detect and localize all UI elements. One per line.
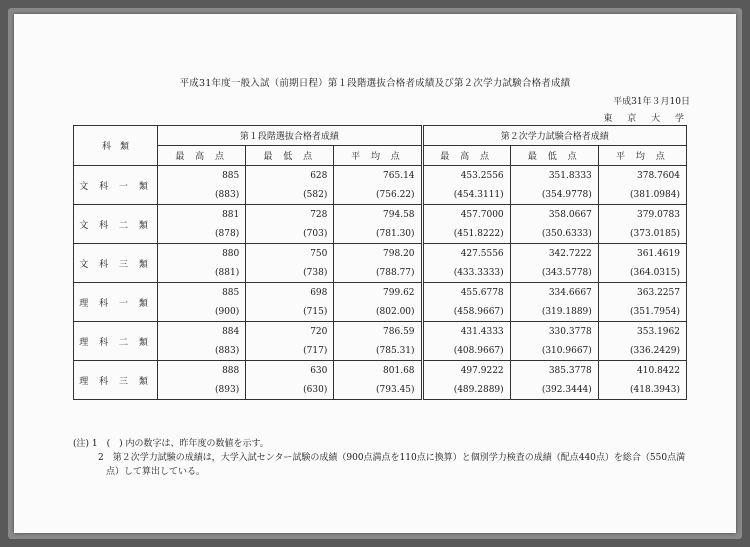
score-cell: 628: [246, 166, 334, 186]
previous-score-cell: (343.5778): [510, 263, 598, 283]
score-cell: 799.62: [334, 283, 422, 303]
previous-score-cell: (703): [246, 224, 334, 244]
category-cell: 理 科 三 類: [74, 361, 158, 400]
document-date: 平成31年３月10日: [613, 97, 690, 107]
sub-header-avg: 平 均 点: [598, 146, 686, 166]
sub-header-min: 最 低 点: [510, 146, 598, 166]
table-row: [74, 166, 687, 186]
results-table-body: [74, 166, 687, 400]
score-cell: 363.2257: [598, 283, 686, 303]
score-cell: 410.8422: [598, 361, 686, 381]
score-cell: 378.7604: [598, 166, 686, 186]
score-cell: 885: [158, 166, 246, 186]
sub-header-min: 最 低 点: [246, 146, 334, 166]
previous-score-cell: (883): [158, 185, 246, 205]
table-row-previous: [74, 224, 687, 244]
previous-score-cell: (788.77): [334, 263, 422, 283]
table-row-previous: [74, 380, 687, 400]
score-cell: 453.2556: [422, 166, 510, 186]
score-cell: 750: [246, 244, 334, 264]
previous-score-cell: (900): [158, 302, 246, 322]
previous-score-cell: (351.7954): [598, 302, 686, 322]
score-cell: 630: [246, 361, 334, 381]
previous-score-cell: (793.45): [334, 380, 422, 400]
previous-score-cell: (350.6333): [510, 224, 598, 244]
previous-score-cell: (336.2429): [598, 341, 686, 361]
category-header: 科 類: [74, 126, 158, 166]
table-row: [74, 244, 687, 264]
previous-score-cell: (489.2889): [422, 380, 510, 400]
previous-score-cell: (433.3333): [422, 263, 510, 283]
score-cell: 885: [158, 283, 246, 303]
category-cell: 文 科 一 類: [74, 166, 158, 205]
previous-score-cell: (582): [246, 185, 334, 205]
score-cell: 728: [246, 205, 334, 225]
document-page: [14, 14, 736, 533]
score-cell: 794.58: [334, 205, 422, 225]
score-cell: 330.3778: [510, 322, 598, 342]
table-row: [74, 205, 687, 225]
category-cell: 理 科 一 類: [74, 283, 158, 322]
score-cell: 334.6667: [510, 283, 598, 303]
score-cell: 497.9222: [422, 361, 510, 381]
score-cell: 427.5556: [422, 244, 510, 264]
score-cell: 888: [158, 361, 246, 381]
previous-score-cell: (802.00): [334, 302, 422, 322]
table-row-previous: [74, 185, 687, 205]
score-cell: 385.3778: [510, 361, 598, 381]
score-cell: 431.4333: [422, 322, 510, 342]
category-cell: 文 科 三 類: [74, 244, 158, 283]
note-1: (注) 1 ( ) 内の数字は、昨年度の数値を示す。: [73, 439, 269, 449]
score-cell: 881: [158, 205, 246, 225]
previous-score-cell: (381.0984): [598, 185, 686, 205]
score-cell: 353.1962: [598, 322, 686, 342]
score-cell: 786.59: [334, 322, 422, 342]
previous-score-cell: (893): [158, 380, 246, 400]
previous-score-cell: (364.0315): [598, 263, 686, 283]
table-row-previous: [74, 341, 687, 361]
table-row: [74, 361, 687, 381]
table-row-previous: [74, 302, 687, 322]
previous-score-cell: (781.30): [334, 224, 422, 244]
category-cell: 理 科 二 類: [74, 322, 158, 361]
previous-score-cell: (715): [246, 302, 334, 322]
table-row-previous: [74, 263, 687, 283]
previous-score-cell: (310.9667): [510, 341, 598, 361]
previous-score-cell: (630): [246, 380, 334, 400]
organization-name: 東 京 大 学: [603, 114, 690, 124]
previous-score-cell: (738): [246, 263, 334, 283]
score-cell: 765.14: [334, 166, 422, 186]
score-cell: 801.68: [334, 361, 422, 381]
results-table: [73, 125, 687, 400]
score-cell: 457.7000: [422, 205, 510, 225]
previous-score-cell: (418.3943): [598, 380, 686, 400]
note-2: 2 第２次学力試験の成績は，大学入試センター試験の成績（900点満点を110点に換算）と個別学力検査の成績（配点440点）を総合（550点満点）して算出している。: [98, 453, 686, 477]
previous-score-cell: (454.3111): [422, 185, 510, 205]
group2-header: 第２次学力試験合格者成績: [422, 126, 686, 146]
previous-score-cell: (883): [158, 341, 246, 361]
score-cell: 361.4619: [598, 244, 686, 264]
score-cell: 884: [158, 322, 246, 342]
score-cell: 351.8333: [510, 166, 598, 186]
score-cell: 358.0667: [510, 205, 598, 225]
score-cell: 720: [246, 322, 334, 342]
previous-score-cell: (878): [158, 224, 246, 244]
score-cell: 342.7222: [510, 244, 598, 264]
previous-score-cell: (373.0185): [598, 224, 686, 244]
score-cell: 379.0783: [598, 205, 686, 225]
sub-header-max: 最 高 点: [422, 146, 510, 166]
previous-score-cell: (756.22): [334, 185, 422, 205]
previous-score-cell: (451.8222): [422, 224, 510, 244]
score-cell: 880: [158, 244, 246, 264]
document-title: 平成31年度一般入試（前期日程）第１段階選抜合格者成績及び第２次学力試験合格者成績: [179, 78, 571, 89]
score-cell: 698: [246, 283, 334, 303]
previous-score-cell: (392.3444): [510, 380, 598, 400]
category-cell: 文 科 二 類: [74, 205, 158, 244]
previous-score-cell: (717): [246, 341, 334, 361]
table-row: [74, 322, 687, 342]
group1-header: 第１段階選抜合格者成績: [158, 126, 422, 146]
previous-score-cell: (408.9667): [422, 341, 510, 361]
sub-header-max: 最 高 点: [158, 146, 246, 166]
score-cell: 455.6778: [422, 283, 510, 303]
previous-score-cell: (458.9667): [422, 302, 510, 322]
table-row: [74, 283, 687, 303]
previous-score-cell: (785.31): [334, 341, 422, 361]
notes: [73, 437, 693, 479]
previous-score-cell: (881): [158, 263, 246, 283]
previous-score-cell: (354.9778): [510, 185, 598, 205]
previous-score-cell: (319.1889): [510, 302, 598, 322]
score-cell: 798.20: [334, 244, 422, 264]
sub-header-avg: 平 均 点: [334, 146, 422, 166]
